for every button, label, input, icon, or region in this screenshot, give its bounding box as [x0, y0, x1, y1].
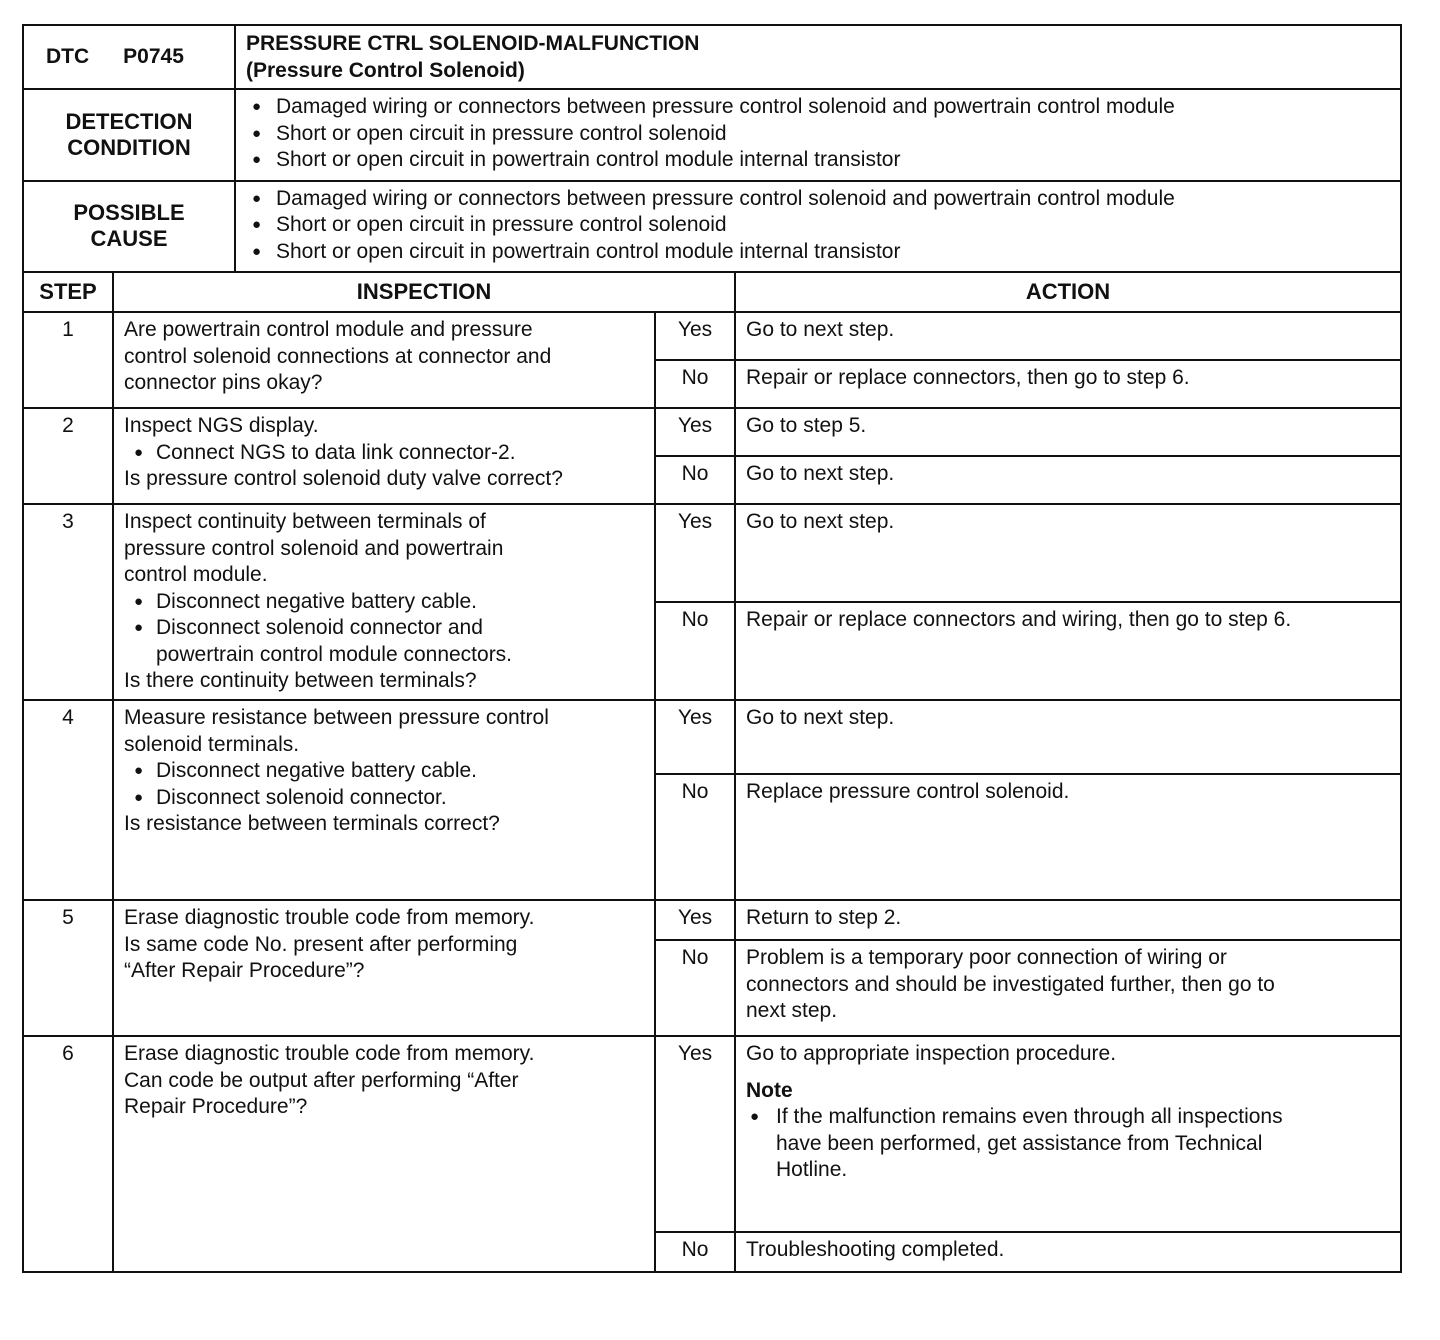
- list-item: ● Short or open circuit in powertrain control module internal transistor: [246, 239, 1390, 266]
- inspection-bullet: ● Disconnect negative battery cable.: [124, 589, 644, 616]
- dtc-code: P0745: [123, 45, 184, 68]
- inspection-line: Erase diagnostic trouble code from memory.: [124, 1042, 535, 1065]
- yes-label: Yes: [655, 1036, 735, 1232]
- detection-label-line1: DETECTION: [65, 108, 193, 134]
- inspection-line: Inspect continuity between terminals of: [124, 510, 486, 533]
- yes-action: [735, 1036, 1401, 1232]
- no-action: Go to next step.: [735, 456, 1401, 504]
- inspection-line: pressure control solenoid and powertrain: [124, 536, 504, 560]
- yes-label: Yes: [655, 900, 735, 940]
- yes-label: Yes: [655, 312, 735, 360]
- yes-action: Go to next step.: [735, 700, 1401, 774]
- step-number: 3: [23, 504, 113, 700]
- dtc-troubleshooting-table: [22, 24, 1402, 1273]
- note-bullet: ● If the malfunction remains even through all inspections: [746, 1104, 1390, 1131]
- yes-label: Yes: [655, 408, 735, 456]
- step-2-inspection: [113, 408, 655, 504]
- yes-action: Return to step 2.: [735, 900, 1401, 940]
- no-label: No: [655, 456, 735, 504]
- dtc-label: DTC: [46, 45, 90, 68]
- inspection-bullet: ● Disconnect negative battery cable.: [124, 758, 644, 785]
- action-line: Go to appropriate inspection procedure.: [746, 1042, 1117, 1065]
- detection-condition-list-cell: [235, 89, 1401, 181]
- inspection-line: Erase diagnostic trouble code from memory.: [124, 906, 535, 929]
- no-label: No: [655, 774, 735, 900]
- list-item: ● Damaged wiring or connectors between pressure control solenoid and powertrain control module: [246, 186, 1390, 213]
- yes-action: Go to step 5.: [735, 408, 1401, 456]
- action-line: next step.: [746, 999, 838, 1022]
- no-action: Troubleshooting completed.: [735, 1232, 1401, 1272]
- step-1-yes-row: [23, 312, 1401, 360]
- step-6-yes-row: [23, 1036, 1401, 1232]
- cause-label-line2: CAUSE: [90, 226, 168, 252]
- inspection-bullet: ● Disconnect solenoid connector and: [124, 615, 644, 642]
- detection-condition-row: [23, 89, 1401, 181]
- list-item: ● Short or open circuit in powertrain control module internal transistor: [246, 147, 1390, 174]
- no-label: No: [655, 360, 735, 408]
- column-header-inspection: INSPECTION: [113, 272, 735, 312]
- inspection-line: Repair Procedure”?: [124, 1095, 308, 1118]
- detection-label-line2: CONDITION: [67, 134, 191, 160]
- possible-cause-row: [23, 181, 1401, 273]
- no-label: No: [655, 1232, 735, 1272]
- inspection-bullet: ● Disconnect solenoid connector.: [124, 785, 644, 812]
- list-item: ● Damaged wiring or connectors between pressure control solenoid and powertrain control module: [246, 94, 1390, 121]
- list-item: ● Short or open circuit in pressure control solenoid: [246, 121, 1390, 148]
- possible-cause-list: [236, 182, 1400, 272]
- inspection-line: Measure resistance between pressure control: [124, 706, 549, 729]
- no-action: Repair or replace connectors, then go to step 6.: [735, 360, 1401, 408]
- yes-label: Yes: [655, 504, 735, 602]
- column-header-action: ACTION: [735, 272, 1401, 312]
- yes-action: Go to next step.: [735, 504, 1401, 602]
- inspection-line: Inspect NGS display.: [124, 414, 319, 437]
- step-5-inspection: [113, 900, 655, 1036]
- no-action: Repair or replace connectors and wiring, then go to step 6.: [735, 602, 1401, 700]
- inspection-line: solenoid terminals.: [124, 732, 300, 756]
- step-4-yes-row: [23, 700, 1401, 774]
- inspection-line: Is resistance between terminals correct?: [124, 812, 500, 835]
- step-6-inspection: [113, 1036, 655, 1272]
- possible-cause-list-cell: [235, 181, 1401, 273]
- column-header-step: STEP: [23, 272, 113, 312]
- inspection-line: “After Repair Procedure”?: [124, 959, 365, 982]
- step-3-inspection: [113, 504, 655, 700]
- yes-action: Go to next step.: [735, 312, 1401, 360]
- step-number: 6: [23, 1036, 113, 1272]
- note-line: have been performed, get assistance from Technical: [776, 1131, 1263, 1155]
- step-number: 5: [23, 900, 113, 1036]
- inspection-line: Are powertrain control module and pressure: [124, 318, 533, 341]
- action-line: Problem is a temporary poor connection of wiring or: [746, 946, 1227, 969]
- step-4-inspection: [113, 700, 655, 900]
- step-number: 2: [23, 408, 113, 504]
- no-action: [735, 940, 1401, 1036]
- inspection-line: Is same code No. present after performing: [124, 932, 518, 956]
- dtc-title: PRESSURE CTRL SOLENOID-MALFUNCTION: [246, 32, 700, 55]
- inspection-line: Is there continuity between terminals?: [124, 669, 477, 692]
- detection-condition-list: [236, 90, 1400, 180]
- step-number: 1: [23, 312, 113, 408]
- note-line: Hotline.: [776, 1158, 848, 1181]
- no-action: Replace pressure control solenoid.: [735, 774, 1401, 900]
- step-1-inspection: [113, 312, 655, 408]
- step-2-yes-row: [23, 408, 1401, 456]
- inspection-line: control solenoid connections at connector and: [124, 344, 552, 368]
- inspection-line: control module.: [124, 563, 268, 586]
- no-label: No: [655, 602, 735, 700]
- step-5-yes-row: [23, 900, 1401, 940]
- dtc-title-cell: [235, 25, 1401, 89]
- possible-cause-label: [23, 181, 235, 273]
- inspection-line: connector pins okay?: [124, 371, 323, 394]
- inspection-line: Can code be output after performing “After: [124, 1068, 519, 1092]
- cause-label-line1: POSSIBLE: [73, 200, 185, 226]
- note-title: Note: [746, 1078, 793, 1102]
- inspection-line: powertrain control module connectors.: [156, 642, 513, 666]
- yes-label: Yes: [655, 700, 735, 774]
- step-3-yes-row: [23, 504, 1401, 602]
- detection-condition-label: [23, 89, 235, 181]
- inspection-bullet: ● Connect NGS to data link connector-2.: [124, 440, 644, 467]
- inspection-line: Is pressure control solenoid duty valve correct?: [124, 467, 563, 490]
- list-item: ● Short or open circuit in pressure control solenoid: [246, 212, 1390, 239]
- action-line: connectors and should be investigated further, then go to: [746, 972, 1275, 996]
- dtc-code-cell: [23, 25, 235, 89]
- column-header-row: [23, 272, 1401, 312]
- step-number: 4: [23, 700, 113, 900]
- no-label: No: [655, 940, 735, 1036]
- dtc-header-row: [23, 25, 1401, 89]
- dtc-subtitle: (Pressure Control Solenoid): [246, 59, 525, 82]
